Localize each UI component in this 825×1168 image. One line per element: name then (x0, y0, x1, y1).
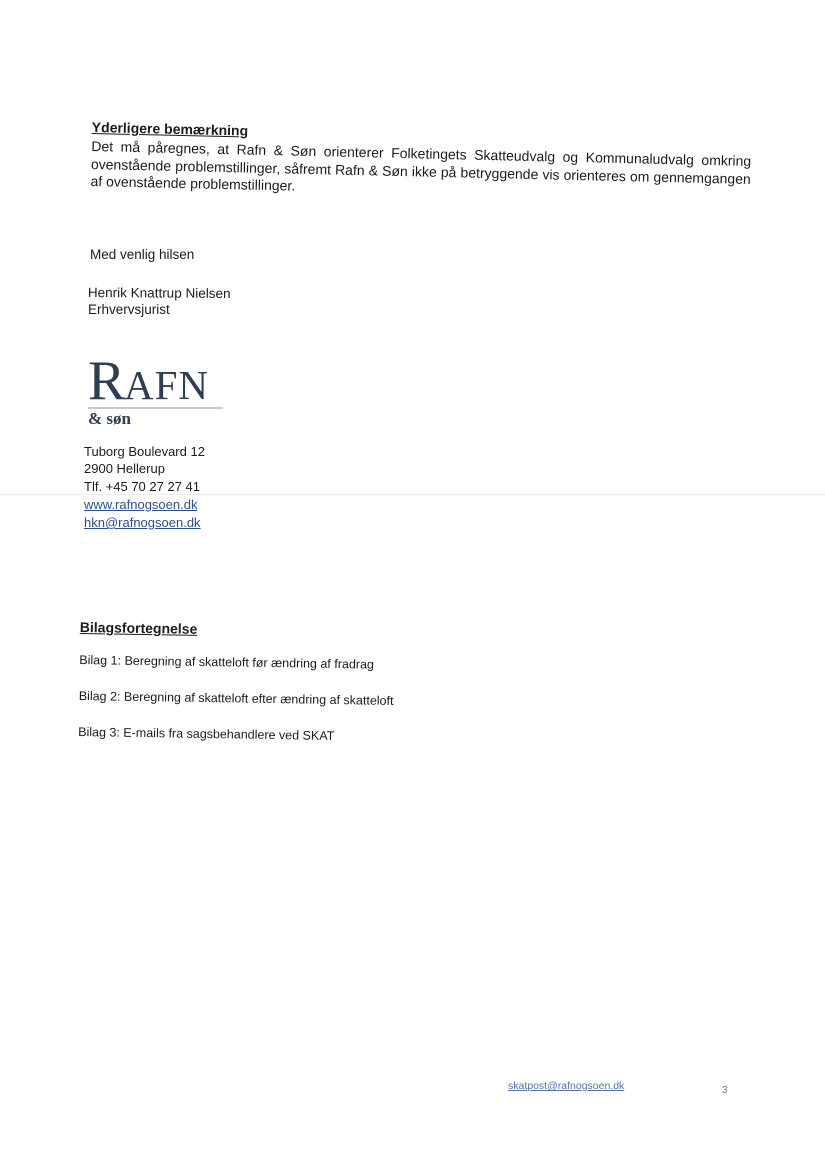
logo-rest: AFN (124, 362, 210, 408)
website-link[interactable]: www.rafnogsoen.dk (84, 497, 198, 512)
page-number: 3 (722, 1085, 728, 1096)
remarks-paragraph: Det må påregnes, at Rafn & Søn orienterer Folketingets Skatteudvalg og Kommunaludvalg omkring ovenstående problemstillinger, såfremt Rafn & Søn ikke på betryggende vis orienteres om gennemgangen af ovenstående problemstillinger. (90, 137, 752, 194)
phone-number: Tlf. +45 70 27 27 41 (84, 479, 201, 494)
email-link[interactable]: hkn@rafnogsoen.dk (84, 515, 201, 530)
footer-email-link[interactable]: skatpost@rafnogsoen.dk (508, 1080, 625, 1092)
attachments-section (78, 618, 480, 766)
remarks-heading: Yderligere bemærkning (91, 118, 249, 139)
closing-greeting: Med venlig hilsen (90, 247, 195, 262)
logo-subtitle: & søn (88, 409, 131, 428)
attachment-item-3: Bilag 3: E-mails fra sagsbehandlere ved SKAT (78, 724, 335, 744)
rafn-logo-graphic (86, 350, 226, 430)
signature-name: Henrik Knattrup Nielsen (87, 284, 231, 301)
rafn-logo (86, 350, 226, 430)
logo-initial: R (88, 350, 126, 412)
address-street: Tuborg Boulevard 12 (84, 444, 205, 459)
attachments-heading: Bilagsfortegnelse (79, 618, 198, 637)
signature-title: Erhvervsjurist (88, 302, 170, 317)
address-city: 2900 Hellerup (84, 461, 165, 476)
attachment-item-1: Bilag 1: Beregning af skatteloft før ændring af fradrag (79, 652, 375, 672)
remarks-section (90, 118, 751, 205)
attachment-item-2: Bilag 2: Beregning af skatteloft efter ændring af skatteloft (78, 688, 394, 708)
